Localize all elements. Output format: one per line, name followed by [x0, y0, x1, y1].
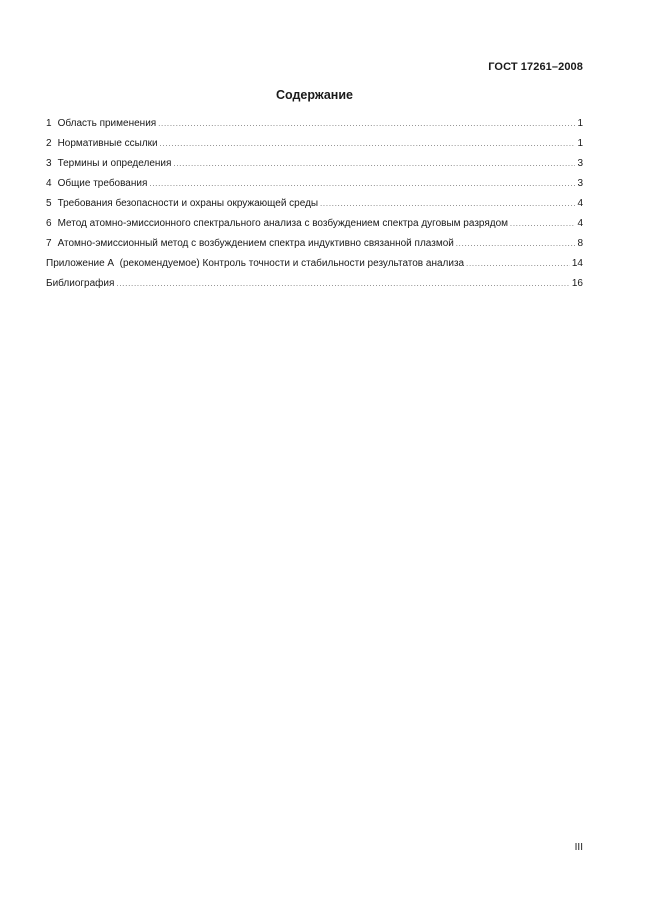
toc-entry-page: 3: [577, 158, 583, 169]
toc-title: Содержание: [275, 88, 353, 102]
toc-entry-page: 1: [577, 138, 583, 149]
toc-entry-label: Общие требования: [57, 178, 148, 189]
toc-entry-number: 4: [46, 178, 52, 189]
toc-entry-arc-method[interactable]: [46, 214, 583, 234]
toc-entry-label: Приложение А (рекомендуемое) Контроль точности и стабильности результатов анализа: [46, 258, 465, 269]
toc-dot-leader: [149, 175, 575, 195]
toc-dot-leader: [158, 115, 575, 135]
page-number: III: [574, 842, 583, 853]
toc-entry-page: 14: [571, 258, 583, 269]
toc-entry-scope[interactable]: [46, 114, 583, 134]
table-of-contents: [46, 114, 583, 294]
toc-dot-leader: [173, 155, 575, 175]
toc-entry-page: 16: [571, 278, 583, 289]
toc-entry-number: 2: [46, 138, 52, 149]
toc-entry-number: 7: [46, 238, 52, 249]
toc-entry-appendix-a[interactable]: [46, 254, 583, 274]
toc-dot-leader: [160, 135, 576, 155]
toc-entry-number: 3: [46, 158, 52, 169]
toc-entry-label: Область применения: [57, 118, 157, 129]
toc-entry-number: 5: [46, 198, 52, 209]
toc-entry-number: 1: [46, 118, 52, 129]
toc-dot-leader: [116, 275, 569, 295]
toc-dot-leader: [510, 215, 575, 235]
toc-entry-safety[interactable]: [46, 194, 583, 214]
toc-dot-leader: [456, 235, 576, 255]
toc-entry-bibliography[interactable]: [46, 274, 583, 294]
toc-entry-page: 4: [577, 198, 583, 209]
toc-entry-terms[interactable]: [46, 154, 583, 174]
toc-entry-label: Нормативные ссылки: [57, 138, 158, 149]
toc-entry-page: 8: [577, 238, 583, 249]
toc-entry-icp-method[interactable]: [46, 234, 583, 254]
toc-entry-label: Требования безопасности и охраны окружающей среды: [57, 198, 319, 209]
toc-entry-page: 3: [577, 178, 583, 189]
document-id: ГОСТ 17261–2008: [488, 61, 583, 73]
toc-entry-normative-refs[interactable]: [46, 134, 583, 154]
toc-entry-label: Термины и определения: [57, 158, 172, 169]
toc-entry-general-reqs[interactable]: [46, 174, 583, 194]
toc-entry-label: Атомно-эмиссионный метод с возбуждением спектра индуктивно связанной плазмой: [57, 238, 454, 249]
toc-dot-leader: [466, 255, 570, 275]
toc-entry-label: Библиография: [46, 278, 115, 289]
toc-entry-page: 1: [577, 118, 583, 129]
toc-dot-leader: [320, 195, 575, 215]
toc-entry-label: Метод атомно-эмиссионного спектрального анализа с возбуждением спектра дуговым разрядом: [57, 218, 509, 229]
toc-entry-number: 6: [46, 218, 52, 229]
toc-entry-page: 4: [577, 218, 583, 229]
